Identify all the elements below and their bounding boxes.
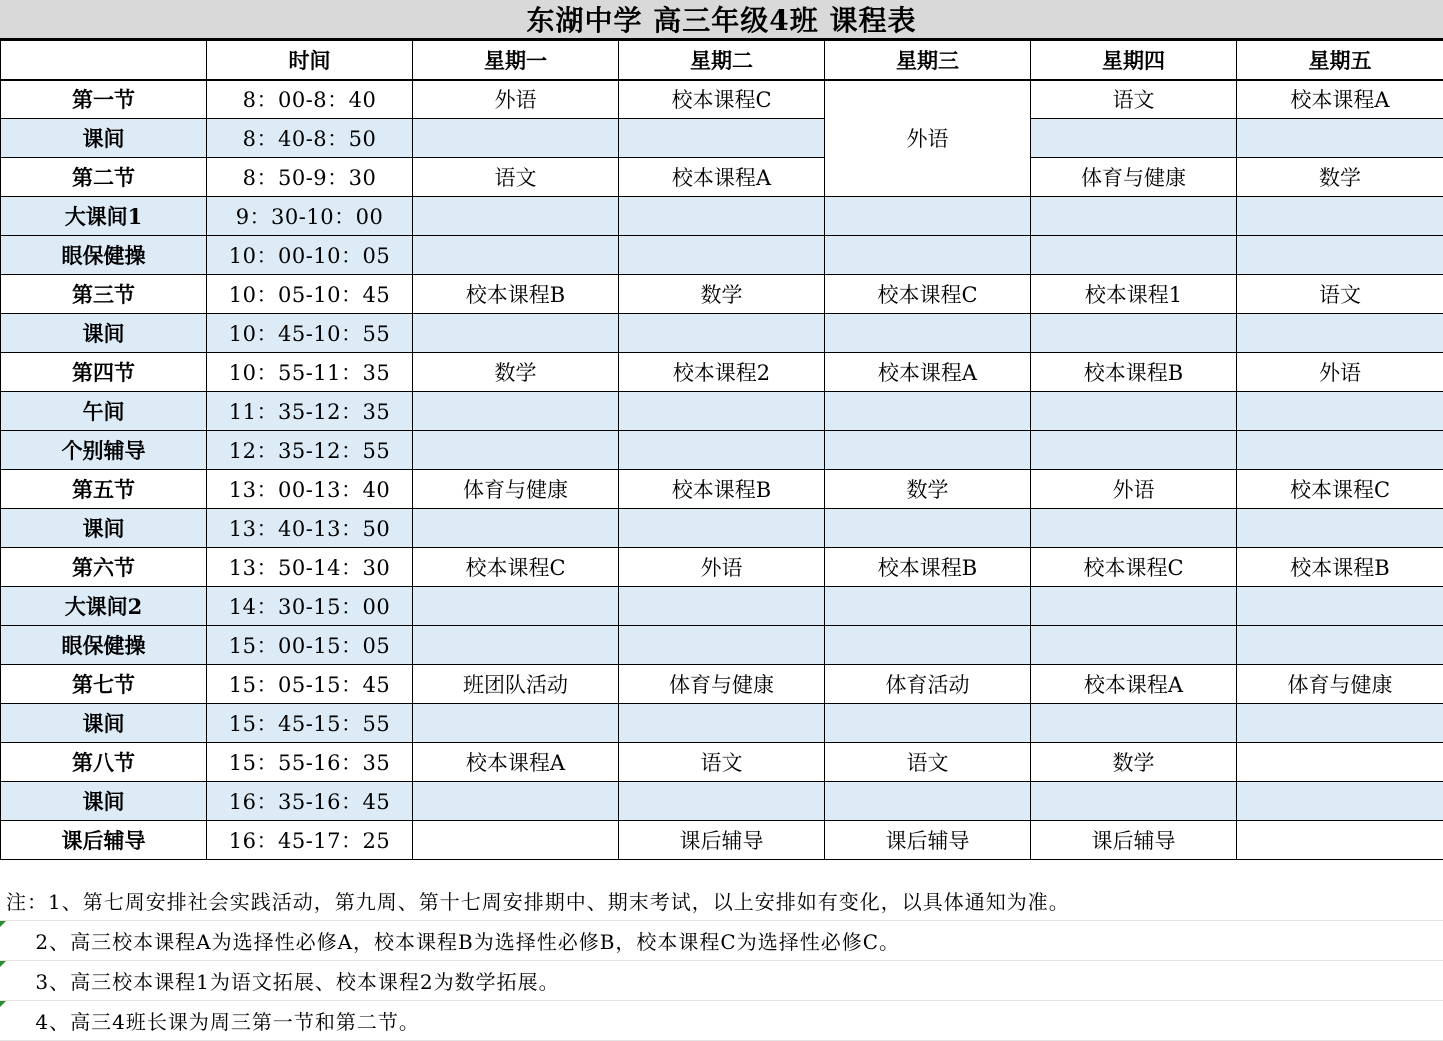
course-cell xyxy=(1237,782,1443,821)
course-cell xyxy=(825,782,1031,821)
course-cell: 数学 xyxy=(1031,743,1237,782)
course-cell: 校本课程C xyxy=(1031,548,1237,587)
period-time: 11：35-12：35 xyxy=(207,392,413,431)
course-cell: 课后辅导 xyxy=(825,821,1031,860)
schedule-row xyxy=(1,353,1443,392)
course-cell xyxy=(1237,704,1443,743)
course-cell xyxy=(1237,626,1443,665)
course-cell: 校本课程A xyxy=(619,158,825,197)
course-cell xyxy=(1237,431,1443,470)
course-cell xyxy=(413,626,619,665)
schedule-row xyxy=(1,509,1443,548)
period-time: 13：00-13：40 xyxy=(207,470,413,509)
course-cell xyxy=(1237,314,1443,353)
course-cell: 校本课程2 xyxy=(619,353,825,392)
schedule-row xyxy=(1,80,1443,119)
schedule-row xyxy=(1,665,1443,704)
note-text: 2、高三校本课程A为选择性必修A，校本课程B为选择性必修B，校本课程C为选择性必修C。 xyxy=(6,930,901,954)
period-label: 课间 xyxy=(1,509,207,548)
schedule-row xyxy=(1,236,1443,275)
course-cell: 语文 xyxy=(1031,80,1237,119)
course-cell xyxy=(1237,743,1443,782)
period-time: 15：00-15：05 xyxy=(207,626,413,665)
course-cell xyxy=(1031,509,1237,548)
course-cell xyxy=(1031,392,1237,431)
course-cell: 校本课程A xyxy=(1031,665,1237,704)
course-cell xyxy=(1237,587,1443,626)
course-cell xyxy=(1031,119,1237,158)
course-cell xyxy=(619,119,825,158)
period-time: 8：00-8：40 xyxy=(207,80,413,119)
note-line xyxy=(0,881,1443,921)
note-text: 4、高三4班长课为周三第一节和第二节。 xyxy=(6,1010,420,1034)
course-cell xyxy=(1031,197,1237,236)
course-cell xyxy=(825,587,1031,626)
period-time: 10：45-10：55 xyxy=(207,314,413,353)
course-cell xyxy=(619,197,825,236)
course-cell: 校本课程A xyxy=(413,743,619,782)
course-cell xyxy=(413,782,619,821)
course-cell xyxy=(413,314,619,353)
schedule-row xyxy=(1,626,1443,665)
course-cell: 数学 xyxy=(619,275,825,314)
period-time: 16：35-16：45 xyxy=(207,782,413,821)
course-cell xyxy=(825,236,1031,275)
schedule-row xyxy=(1,548,1443,587)
course-cell: 校本课程B xyxy=(413,275,619,314)
period-label: 课间 xyxy=(1,704,207,743)
course-cell: 校本课程B xyxy=(1237,548,1443,587)
schedule-row xyxy=(1,821,1443,860)
course-cell xyxy=(619,509,825,548)
period-time: 16：45-17：25 xyxy=(207,821,413,860)
course-cell: 数学 xyxy=(1237,158,1443,197)
period-label: 第四节 xyxy=(1,353,207,392)
schedule-row xyxy=(1,704,1443,743)
period-label: 眼保健操 xyxy=(1,236,207,275)
course-cell: 校本课程A xyxy=(1237,80,1443,119)
period-time: 9：30-10：00 xyxy=(207,197,413,236)
period-time: 15：55-16：35 xyxy=(207,743,413,782)
course-cell xyxy=(619,431,825,470)
period-label: 第六节 xyxy=(1,548,207,587)
course-cell xyxy=(413,236,619,275)
course-cell: 校本课程C xyxy=(1237,470,1443,509)
course-cell: 课后辅导 xyxy=(1031,821,1237,860)
period-time: 15：45-15：55 xyxy=(207,704,413,743)
course-cell xyxy=(1237,197,1443,236)
period-time: 10：05-10：45 xyxy=(207,275,413,314)
course-cell: 语文 xyxy=(619,743,825,782)
course-cell: 外语 xyxy=(619,548,825,587)
course-cell-merged: 外语 xyxy=(825,80,1031,197)
course-cell xyxy=(1031,587,1237,626)
course-cell xyxy=(619,392,825,431)
period-time: 13：50-14：30 xyxy=(207,548,413,587)
comment-marker-icon xyxy=(0,921,6,927)
period-label: 第一节 xyxy=(1,80,207,119)
course-cell xyxy=(1237,821,1443,860)
course-cell xyxy=(619,314,825,353)
header-day: 星期三 xyxy=(825,41,1031,80)
course-cell xyxy=(825,509,1031,548)
period-label: 个别辅导 xyxy=(1,431,207,470)
course-cell xyxy=(1031,782,1237,821)
course-cell: 校本课程C xyxy=(619,80,825,119)
period-label: 第二节 xyxy=(1,158,207,197)
course-cell: 外语 xyxy=(413,80,619,119)
course-cell xyxy=(1237,119,1443,158)
course-cell xyxy=(825,197,1031,236)
course-cell: 校本课程1 xyxy=(1031,275,1237,314)
course-cell xyxy=(825,704,1031,743)
course-cell xyxy=(825,314,1031,353)
schedule-row xyxy=(1,392,1443,431)
course-cell: 校本课程C xyxy=(825,275,1031,314)
schedule-row xyxy=(1,470,1443,509)
course-cell xyxy=(413,509,619,548)
course-cell xyxy=(1031,314,1237,353)
course-cell: 体育与健康 xyxy=(413,470,619,509)
note-line xyxy=(0,1001,1443,1041)
course-cell: 语文 xyxy=(825,743,1031,782)
period-label: 第三节 xyxy=(1,275,207,314)
course-cell xyxy=(619,782,825,821)
schedule-row xyxy=(1,587,1443,626)
course-cell xyxy=(619,626,825,665)
period-time: 15：05-15：45 xyxy=(207,665,413,704)
period-label: 第五节 xyxy=(1,470,207,509)
note-line xyxy=(0,961,1443,1001)
period-time: 10：00-10：05 xyxy=(207,236,413,275)
header-day: 星期一 xyxy=(413,41,619,80)
period-label: 课后辅导 xyxy=(1,821,207,860)
course-cell xyxy=(413,197,619,236)
course-cell: 校本课程B xyxy=(619,470,825,509)
header-day: 星期四 xyxy=(1031,41,1237,80)
course-cell: 体育与健康 xyxy=(619,665,825,704)
period-label: 眼保健操 xyxy=(1,626,207,665)
period-label: 第七节 xyxy=(1,665,207,704)
header-row xyxy=(1,41,1443,80)
period-time: 14：30-15：00 xyxy=(207,587,413,626)
course-cell xyxy=(825,392,1031,431)
timetable-title: 东湖中学 高三年级4班 课程表 xyxy=(0,0,1443,40)
period-time: 8：50-9：30 xyxy=(207,158,413,197)
period-time: 10：55-11：35 xyxy=(207,353,413,392)
course-cell xyxy=(1237,392,1443,431)
course-cell: 体育活动 xyxy=(825,665,1031,704)
course-cell: 数学 xyxy=(825,470,1031,509)
header-blank xyxy=(1,41,207,80)
course-cell: 数学 xyxy=(413,353,619,392)
header-day: 星期五 xyxy=(1237,41,1443,80)
schedule-row xyxy=(1,743,1443,782)
period-label: 课间 xyxy=(1,782,207,821)
course-cell: 语文 xyxy=(1237,275,1443,314)
schedule-row xyxy=(1,314,1443,353)
course-cell: 体育与健康 xyxy=(1031,158,1237,197)
period-time: 8：40-8：50 xyxy=(207,119,413,158)
note-text: 3、高三校本课程1为语文拓展、校本课程2为数学拓展。 xyxy=(6,970,560,994)
comment-marker-icon xyxy=(0,961,6,967)
note-text: 注：1、第七周安排社会实践活动，第九周、第十七周安排期中、期末考试，以上安排如有变化，以具体通知为准。 xyxy=(6,890,1070,914)
course-cell xyxy=(413,704,619,743)
note-line xyxy=(0,921,1443,961)
timetable xyxy=(0,40,1443,860)
schedule-row xyxy=(1,275,1443,314)
comment-marker-icon xyxy=(0,1001,6,1007)
schedule-row xyxy=(1,119,1443,158)
period-label: 课间 xyxy=(1,314,207,353)
course-cell xyxy=(825,626,1031,665)
course-cell xyxy=(1031,236,1237,275)
course-cell xyxy=(413,119,619,158)
course-cell xyxy=(619,704,825,743)
period-time: 12：35-12：55 xyxy=(207,431,413,470)
course-cell: 外语 xyxy=(1031,470,1237,509)
course-cell xyxy=(413,392,619,431)
notes-section xyxy=(0,881,1443,1041)
course-cell xyxy=(413,821,619,860)
course-cell xyxy=(619,236,825,275)
course-cell xyxy=(1237,236,1443,275)
period-label: 课间 xyxy=(1,119,207,158)
course-cell: 校本课程A xyxy=(825,353,1031,392)
period-label: 大课间2 xyxy=(1,587,207,626)
course-cell xyxy=(1031,704,1237,743)
course-cell xyxy=(413,587,619,626)
course-cell xyxy=(825,431,1031,470)
course-cell: 校本课程B xyxy=(825,548,1031,587)
course-cell xyxy=(1031,626,1237,665)
schedule-row xyxy=(1,158,1443,197)
course-cell xyxy=(1237,509,1443,548)
course-cell: 班团队活动 xyxy=(413,665,619,704)
course-cell: 外语 xyxy=(1237,353,1443,392)
schedule-row xyxy=(1,782,1443,821)
header-day: 星期二 xyxy=(619,41,825,80)
period-time: 13：40-13：50 xyxy=(207,509,413,548)
course-cell xyxy=(1031,431,1237,470)
header-time: 时间 xyxy=(207,41,413,80)
period-label: 大课间1 xyxy=(1,197,207,236)
course-cell: 课后辅导 xyxy=(619,821,825,860)
period-label: 午间 xyxy=(1,392,207,431)
period-label: 第八节 xyxy=(1,743,207,782)
course-cell: 校本课程C xyxy=(413,548,619,587)
course-cell: 语文 xyxy=(413,158,619,197)
course-cell: 校本课程B xyxy=(1031,353,1237,392)
schedule-row xyxy=(1,431,1443,470)
course-cell xyxy=(619,587,825,626)
schedule-row xyxy=(1,197,1443,236)
course-cell: 体育与健康 xyxy=(1237,665,1443,704)
course-cell xyxy=(413,431,619,470)
